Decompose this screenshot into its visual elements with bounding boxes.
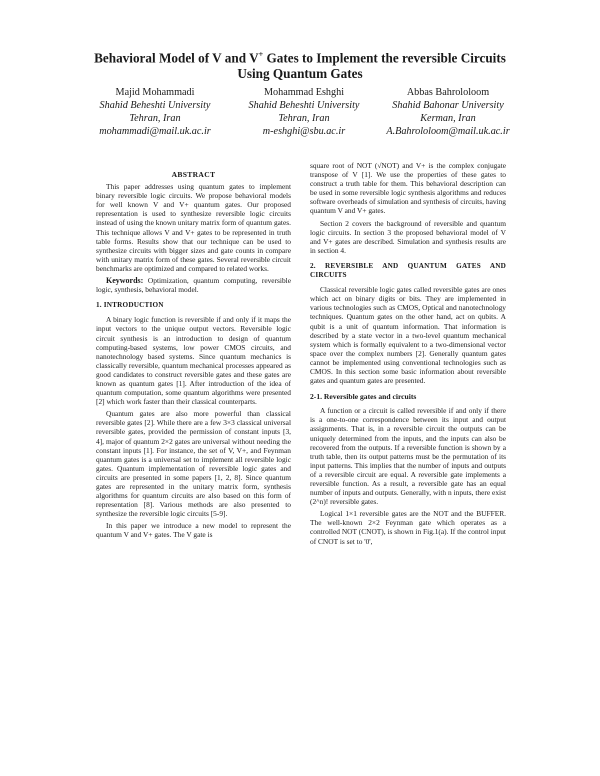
intro-heading: 1. INTRODUCTION bbox=[96, 301, 164, 310]
author-city: Kerman, Iran bbox=[420, 113, 476, 124]
author-block-1 bbox=[75, 86, 235, 138]
author-university: Shahid Bahonar University bbox=[392, 100, 504, 111]
author-email: mohammadi@mail.uk.ac.ir bbox=[99, 126, 211, 137]
right-paragraph-1: square root of NOT (√NOT) and V+ is the complex conjugate transpose of V [1]. We use the properties of these gates to construct a truth table for them. This behavioral description can be used in some reversible logic synthesis algorithms and reduces software overheads of simulation and synthesis of circuits, having quantum V and V+ gates. bbox=[310, 161, 506, 216]
right-paragraph-2: Section 2 covers the background of reversible and quantum logic circuits. In section 3 the proposed behavioral model of V and V+ gates are described. Simulation and synthesis results are in section 4. bbox=[310, 218, 506, 255]
author-name: Mohammad Eshghi bbox=[263, 87, 345, 98]
author-name: Abbas Bahrololoom bbox=[406, 87, 490, 98]
section-2-heading: 2. REVERSIBLE AND QUANTUM GATES AND CIRCUITS bbox=[310, 261, 506, 280]
right-column bbox=[310, 161, 506, 549]
title-line1-post: Gates to Implement the reversible Circuits bbox=[263, 50, 506, 66]
keywords-text: Optimization, quantum computing, reversible logic, synthesis, behavioral model. bbox=[96, 276, 291, 295]
abstract-heading: ABSTRACT bbox=[171, 170, 216, 179]
author-email: A.Bahrololoom@mail.uk.ac.ir bbox=[386, 126, 510, 137]
author-block-3 bbox=[368, 86, 528, 138]
author-name: Majid Mohammadi bbox=[115, 87, 195, 98]
author-city: Tehran, Iran bbox=[129, 113, 181, 124]
section-2-1-heading: 2-1. Reversible gates and circuits bbox=[310, 392, 417, 402]
author-university: Shahid Beheshti University bbox=[248, 100, 360, 111]
section-2-paragraph-1: Classical reversible logic gates called reversible gates are ones which act on binary digits or bits. They are implemented in various technologies such as CMOS, Optical and nanotechnology techniques. Quantum gates on the other hand, act on qubits. A qubit is a unit of quantum information. That information is described by a state vector in a two-level quantum mechanical system which is formally equivalent to a two-dimensional vector space over the complex numbers [2]. Generally quantum gates cannot be implemented using conventional technologies such as CMOS. In this section some basic information about reversible gates and quantum gates are presented. bbox=[310, 285, 506, 386]
title-line1-pre: Behavioral Model of V and V bbox=[94, 50, 259, 66]
title-superscript: + bbox=[258, 50, 264, 59]
intro-paragraph-1: A binary logic function is reversible if and only if it maps the input vectors to the unique output vectors. Reversible logic circuit synthesis is an introduction to design of quantum computing-based systems, low power CMOS circuits, and nanotechnology based systems. Since quantum mechanics is classically reversible, quantum mechanical processes appeared as good candidates to construct reversible gates and these gates are known as quantum gates [1]. After introduction of the idea of quantum computation, some quantum algorithms were presented [2] which work faster than their classical counterparts. bbox=[96, 315, 291, 407]
left-column bbox=[96, 170, 291, 543]
author-block-2 bbox=[224, 86, 384, 138]
intro-paragraph-2: Quantum gates are also more powerful than classical reversible gates [2]. While there are a few 3×3 classical universal reversible gates, provided the permission of constant inputs [3, 4], major of quantum 2×2 gates are universal without needing the constant inputs [1]. For instance, the set of V, V+, and Feynman quantum gates is a universal set to implement all reversible logic gates. Quantum implementation of reversible logic gates and circuits are presented in some papers [1, 2, 8]. Since quantum gates are represented in the unitary matrix form, synthesis algorithms for quantum circuits are also based on this form of representation [8]. Various methods are also presented to synthesize the reversible logic circuits [5-9]. bbox=[96, 409, 291, 519]
keywords-label: Keywords: bbox=[106, 276, 144, 286]
author-university: Shahid Beheshti University bbox=[99, 100, 211, 111]
keywords bbox=[96, 276, 291, 294]
title-line2: Using Quantum Gates bbox=[237, 66, 363, 82]
author-email: m-eshghi@sbu.ac.ir bbox=[262, 126, 346, 137]
author-city: Tehran, Iran bbox=[278, 113, 330, 124]
abstract-text: This paper addresses using quantum gates to implement binary reversible logic circuits. We propose behavioral models for well known V and V+ quantum gates. Our proposed representation is used to synthesize reversible logic circuits instead of using the known unitary matrix form of quantum gates. This technique allows V and V+ gates to be represented in truth table forms. Results show that our technique can be used to synthesize circuits with bigger sizes and gate counts in compare with unitary matrix form of these gates. Several reversible circuit benchmarks are optimized and compared to related works. bbox=[96, 182, 291, 273]
section-2-1-paragraph-1: A function or a circuit is called reversible if and only if there is a one-to-one correspondence between its input and output assignments. That is, in a reversible circuit the outputs can be uniquely determined from the inputs, and the inputs can also be recovered from the outputs. If a reversible function is shown by a truth table, then its output patterns must be the permutation of its input patterns. This implies that the number of inputs and outputs of a reversible circuit are equal. A reversible gate implements a reversible function. As a result, a reversible gate has an equal number of inputs and outputs. Generally, with n inputs, there exist (2^n)! reversible gates. bbox=[310, 406, 506, 507]
intro-paragraph-3: In this paper we introduce a new model to represent the quantum V and V+ gates. The V gate is bbox=[96, 521, 291, 540]
paper-title bbox=[60, 47, 540, 82]
section-2-1-paragraph-2: Logical 1×1 reversible gates are the NOT and the BUFFER. The well-known 2×2 Feynman gate which operates as a controlled NOT (CNOT), is shown in Fig.1(a). If the control input of CNOT is set to '0', bbox=[310, 509, 506, 546]
